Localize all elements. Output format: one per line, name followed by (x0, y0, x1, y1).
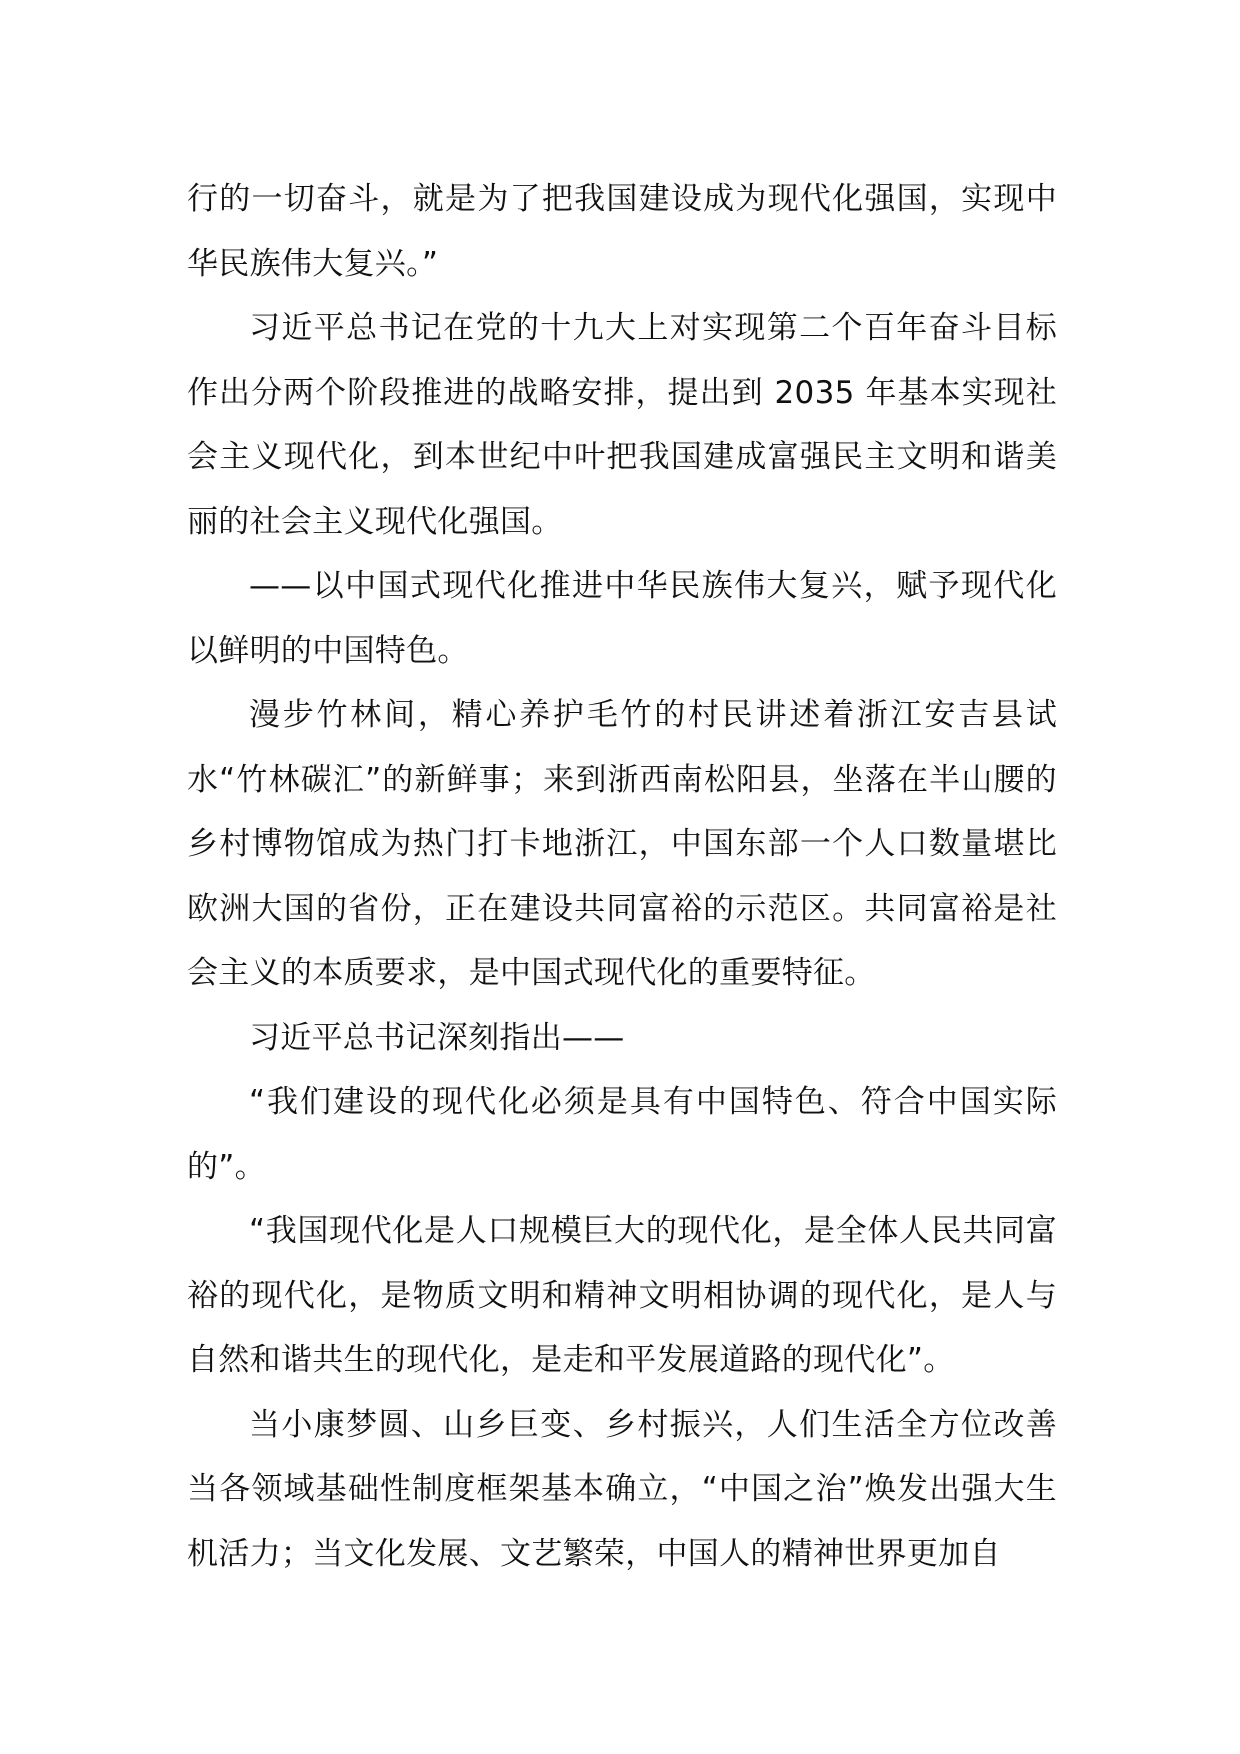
quote-paragraph: “我们建设的现代化必须是具有中国特色、符合中国实际的”。 (187, 1084, 1057, 1185)
paragraph: 当小康梦圆、山乡巨变、乡村振兴，人们生活全方位改善当各领域基础性制度框架基本确立，“中国之治”焕发出强大生机活力；当文化发展、文艺繁荣，中国人的精神世界更加自 (187, 1406, 1057, 1572)
quote-paragraph: “我国现代化是人口规模巨大的现代化，是全体人民共同富裕的现代化，是物质文明和精神文明相协调的现代化，是人与自然和谐共生的现代化，是走和平发展道路的现代化”。 (187, 1213, 1057, 1378)
paragraph: 习近平总书记在党的十九大上对实现第二个百年奋斗目标作出分两个阶段推进的战略安排，提出到 2035 年基本实现社会主义现代化，到本世纪中叶把我国建成富强民主文明和谐美丽的社会主义现代化强国。 (187, 310, 1057, 540)
paragraph-continuation: 行的一切奋斗，就是为了把我国建设成为现代化强国，实现中华民族伟大复兴。” (187, 181, 1057, 282)
document-body (187, 167, 1057, 1586)
paragraph: ——以中国式现代化推进中华民族伟大复兴，赋予现代化以鲜明的中国特色。 (187, 568, 1057, 669)
paragraph: 习近平总书记深刻指出—— (249, 1019, 625, 1056)
paragraph: 漫步竹林间，精心养护毛竹的村民讲述着浙江安吉县试水“竹林碳汇”的新鲜事；来到浙西南松阳县，坐落在半山腰的乡村博物馆成为热门打卡地浙江，中国东部一个人口数量堪比欧洲大国的省份，正在建设共同富裕的示范区。共同富裕是社会主义的本质要求，是中国式现代化的重要特征。 (187, 697, 1057, 991)
